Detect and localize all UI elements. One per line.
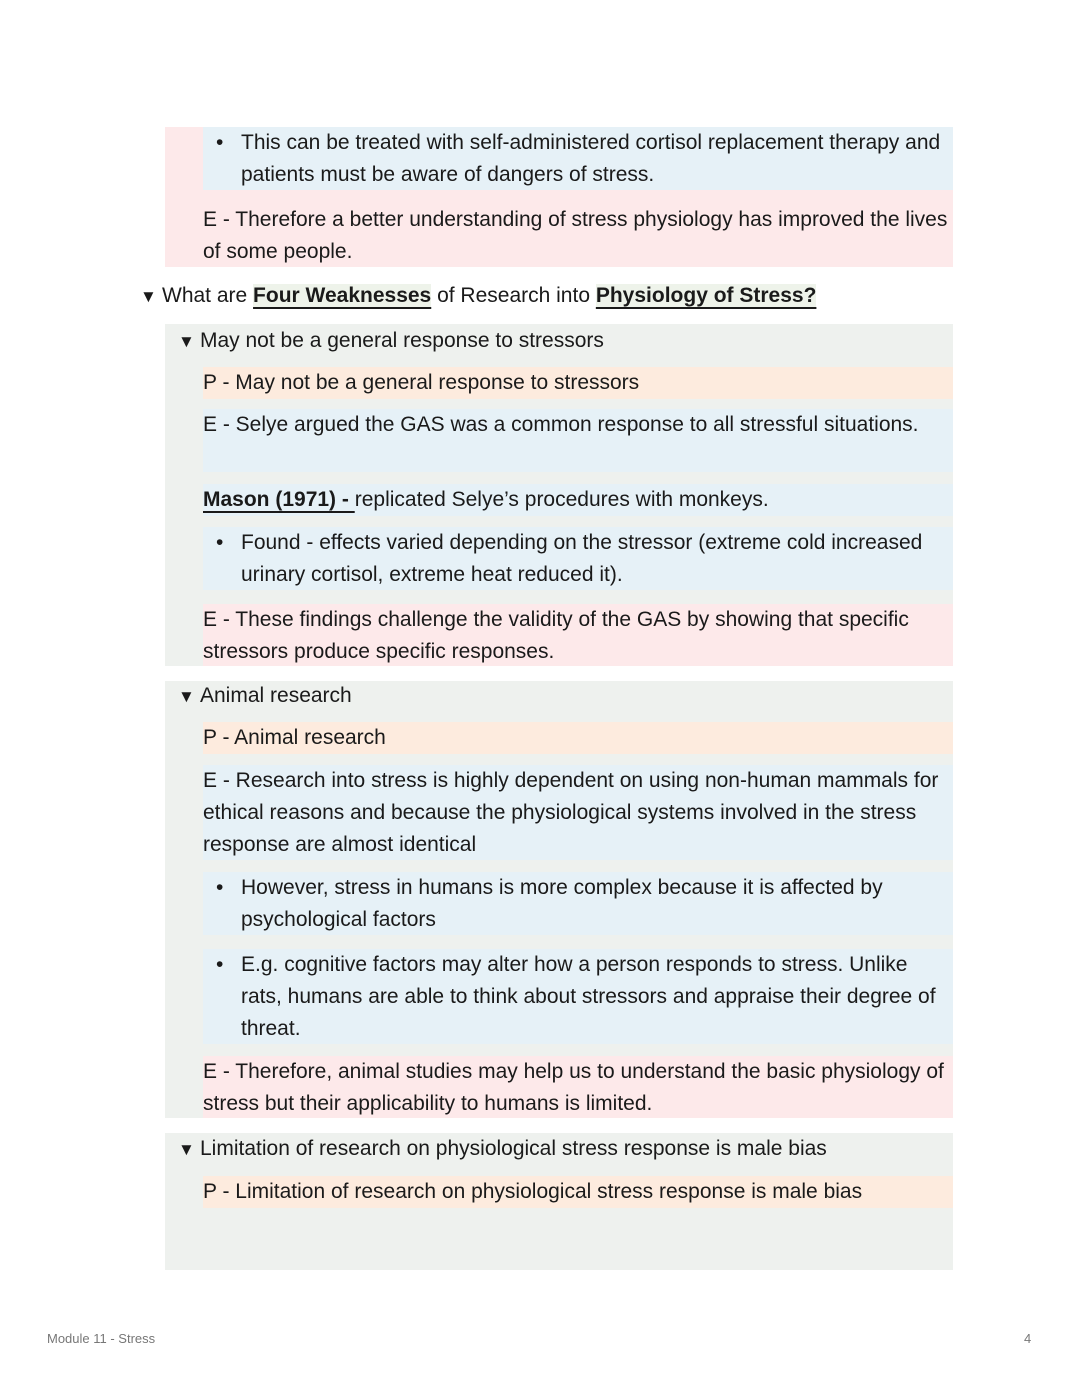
list-item: • This can be treated with self-administered cortisol replacement therapy and patients must be aware of dangers of stress. <box>203 127 953 190</box>
study-line <box>203 484 953 516</box>
heading-bold: Four Weaknesses <box>253 284 432 307</box>
point-text: P - May not be a general response to stressors <box>203 367 953 399</box>
toggle-title: Animal research <box>200 684 352 707</box>
heading-text: What are <box>162 284 254 307</box>
toggle-title: May not be a general response to stressors <box>200 329 604 352</box>
page-number: 4 <box>1024 1331 1032 1346</box>
triangle-down-icon: ▼ <box>178 332 195 351</box>
study-text: replicated Selye’s procedures with monkeys. <box>354 488 769 511</box>
point-text: P - Limitation of research on physiological stress response is male bias <box>203 1176 953 1208</box>
evaluation-text: E - These findings challenge the validity of the GAS by showing that specific stressors produce specific responses. <box>203 604 953 666</box>
weakness-3-toggle[interactable] <box>178 1133 827 1166</box>
list-item: • Found - effects varied depending on the stressor (extreme cold increased urinary cortisol, extreme heat reduced it). <box>203 527 953 590</box>
explain-text: E - Selye argued the GAS was a common response to all stressful situations. <box>203 409 953 472</box>
heading-bold: Physiology of Stress? <box>595 284 817 307</box>
evaluation-text: E - Therefore, animal studies may help us to understand the basic physiology of stress but their applicability to humans is limited. <box>203 1056 953 1118</box>
weaknesses-toggle[interactable] <box>140 280 816 313</box>
explain-text: E - Research into stress is highly dependent on using non-human mammals for ethical reasons and because the physiological systems involved in the stress response are almost identical <box>203 765 953 860</box>
toggle-title: Limitation of research on physiological stress response is male bias <box>200 1137 827 1160</box>
triangle-down-icon: ▼ <box>178 687 195 706</box>
study-name: Mason (1971) - <box>203 488 355 511</box>
evaluation-text: E - Therefore a better understanding of stress physiology has improved the lives of some people. <box>203 204 953 267</box>
point-text: P - Animal research <box>203 722 953 754</box>
weakness-1-toggle[interactable] <box>178 325 604 358</box>
heading-text: of Research into <box>431 284 596 307</box>
footer-title: Module 11 - Stress <box>47 1331 156 1346</box>
list-item: • However, stress in humans is more complex because it is affected by psychological factors <box>203 872 953 935</box>
list-item: • E.g. cognitive factors may alter how a person responds to stress. Unlike rats, humans are able to think about stressors and appraise their degree of threat. <box>203 949 953 1044</box>
weakness-2-toggle[interactable] <box>178 680 352 713</box>
triangle-down-icon: ▼ <box>178 1140 195 1159</box>
triangle-down-icon: ▼ <box>140 287 157 306</box>
